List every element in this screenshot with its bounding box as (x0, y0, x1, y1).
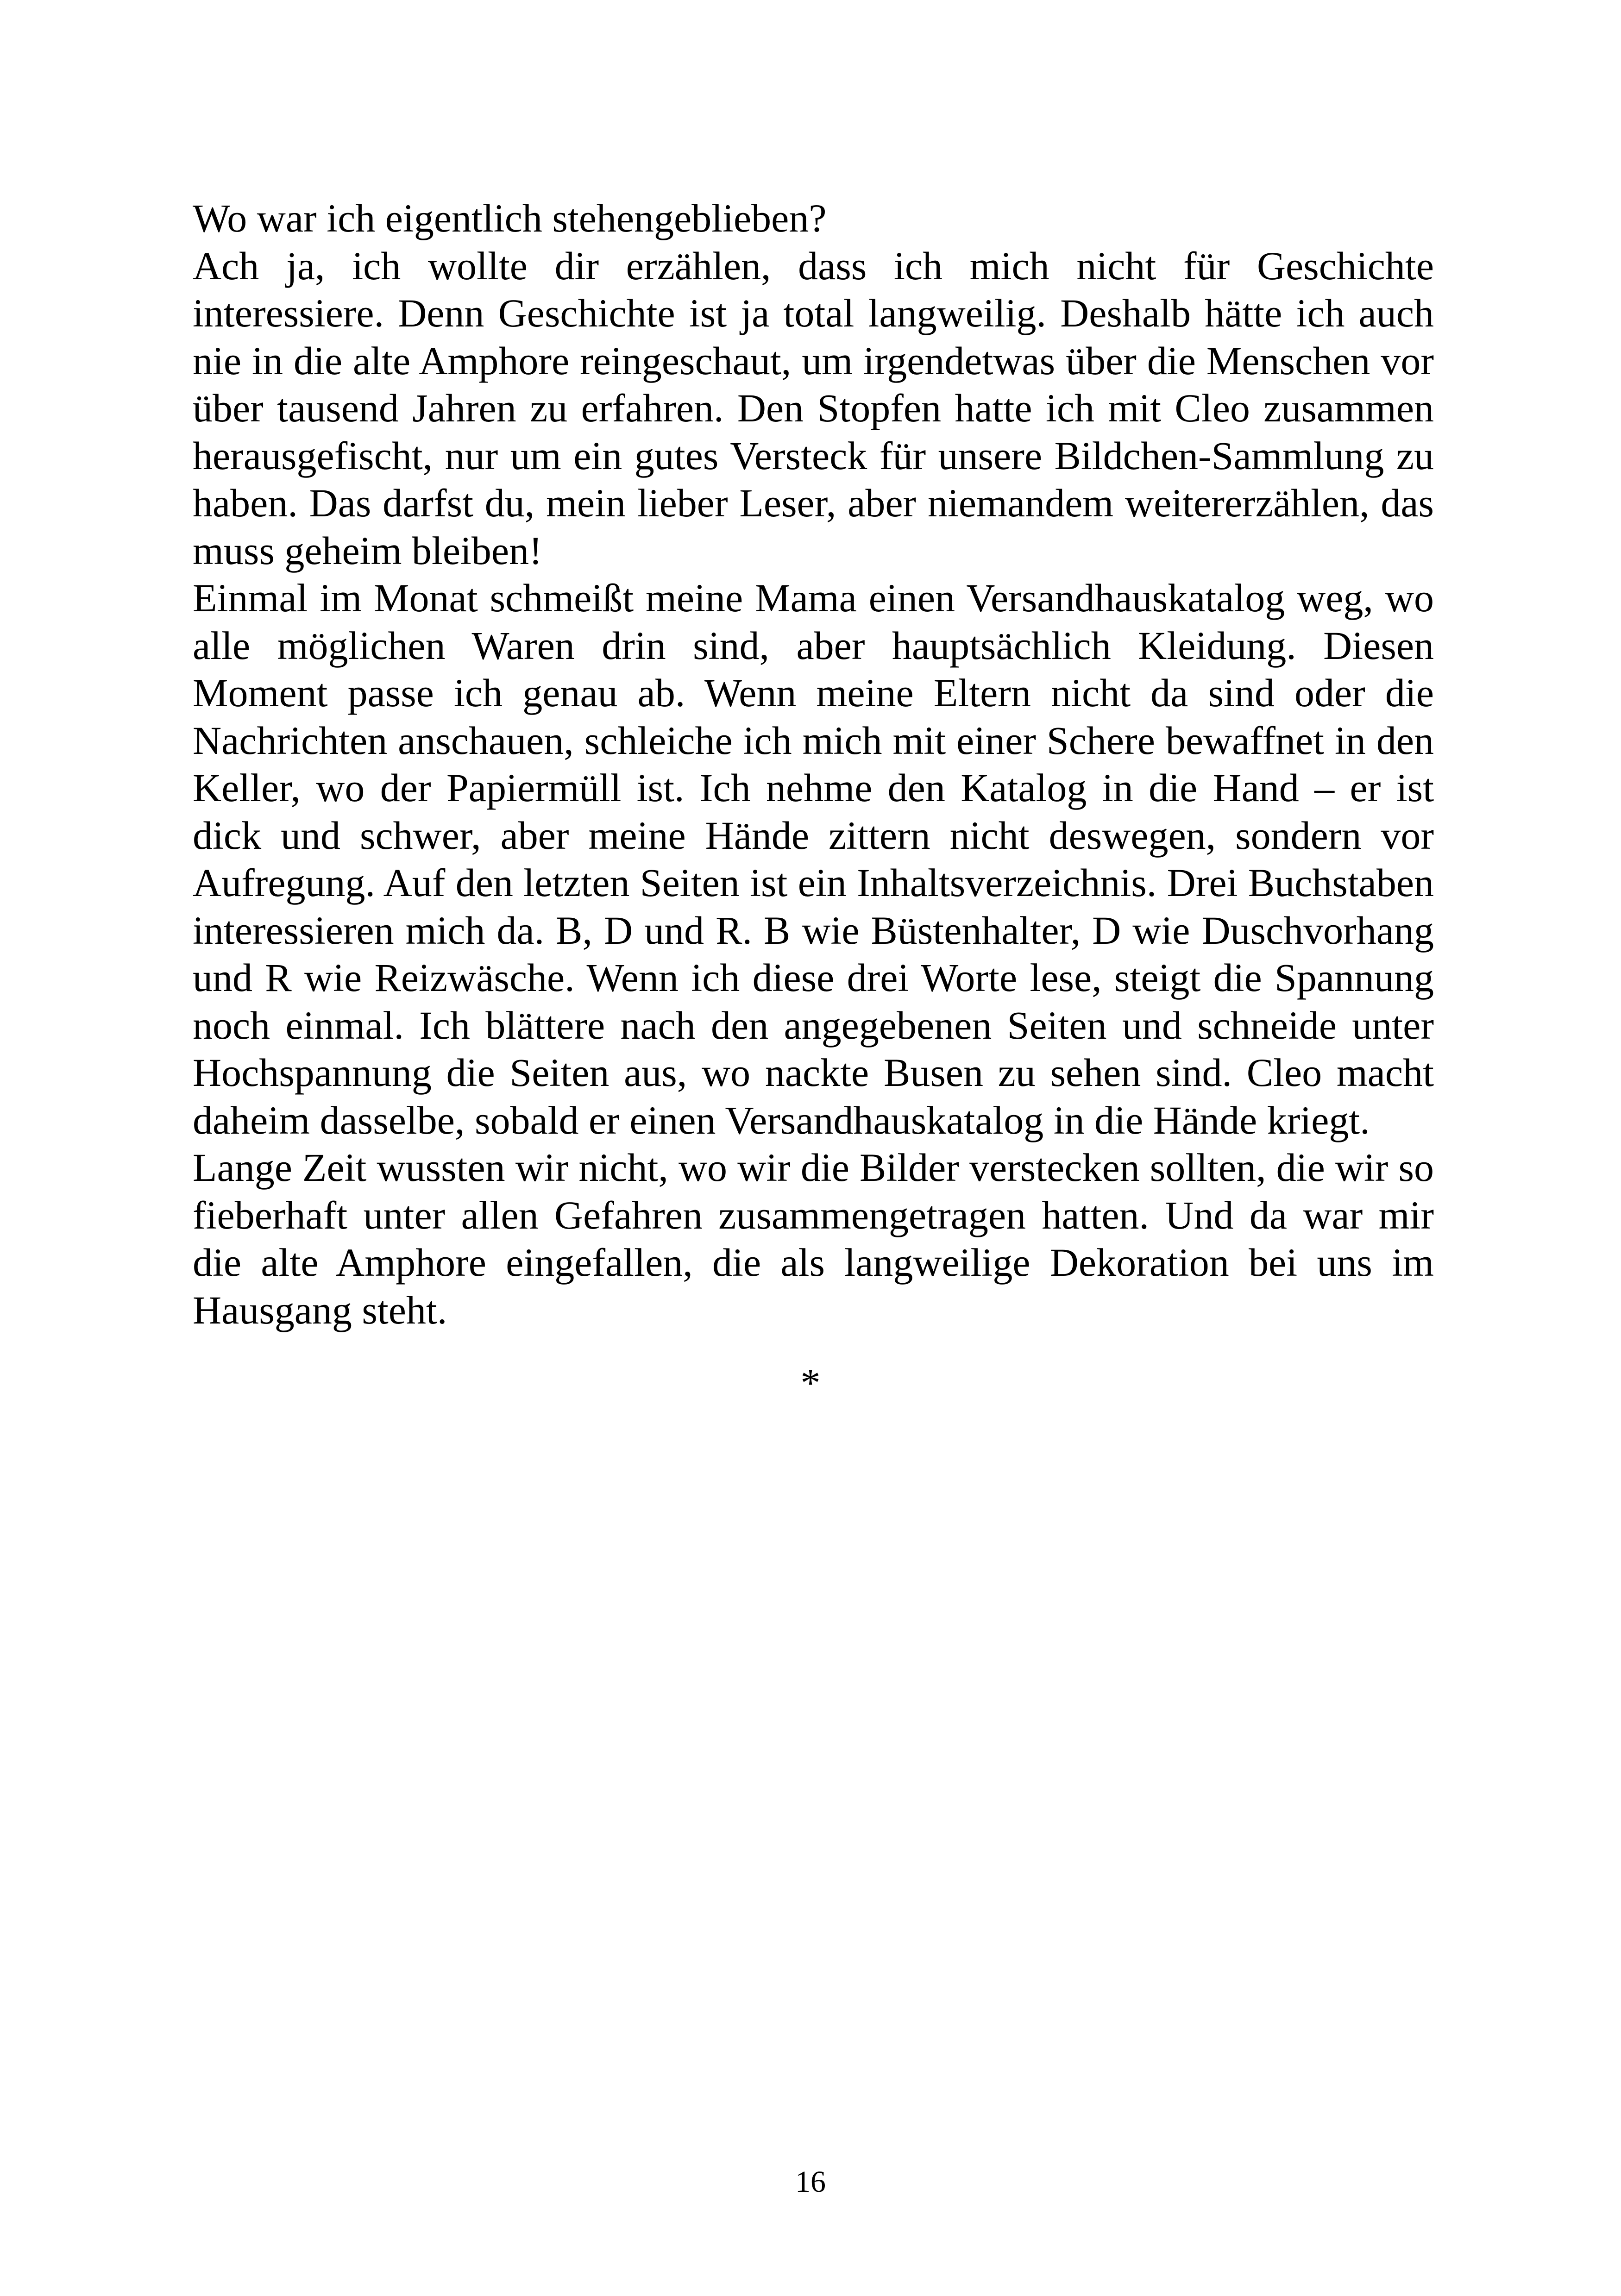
body-text (193, 194, 1434, 1334)
paragraph-3: Einmal im Monat schmeißt meine Mama einen Versandhauskatalog weg, wo alle möglichen Waren drin sind, aber hauptsächlich Kleidung. Diesen Moment passe ich genau ab. Wenn meine Eltern nicht da sind oder die Nachrichten anschauen, schleiche ich mich mit einer Schere bewaffnet in den Keller, wo der Papiermüll ist. Ich nehme den Katalog in die Hand – er ist dick und schwer, aber meine Hände zittern nicht deswegen, sondern vor Aufregung. Auf den letzten Seiten ist ein Inhaltsverzeichnis. Drei Buchstaben interessieren mich da. B, D und R. B wie Büstenhalter, D wie Duschvorhang und R wie Reizwäsche. Wenn ich diese drei Worte lese, steigt die Spannung noch einmal. Ich blättere nach den angegebenen Seiten und schneide unter Hochspannung die Seiten aus, wo nackte Busen zu sehen sind. Cleo macht daheim dasselbe, sobald er einen Versandhauskatalog in die Hände kriegt. (193, 576, 1434, 1142)
paragraph-4: Lange Zeit wussten wir nicht, wo wir die Bilder verstecken sollten, die wir so fieberhaft unter allen Gefahren zusammengetragen hatten. Und da war mir die alte Amphore eingefallen, die als langweilige Dekoration bei uns im Hausgang steht. (193, 1145, 1434, 1332)
paragraph-2: Ach ja, ich wollte dir erzählen, dass ich mich nicht für Geschichte interessiere. Denn Geschichte ist ja total langweilig. Deshalb hätte ich auch nie in die alte Amphore reingeschaut, um irgendetwas über die Menschen vor über tausend Jahren zu erfahren. Den Stopfen hatte ich mit Cleo zusammen herausgefischt, nur um ein gutes Versteck für unsere Bildchen-Sammlung zu haben. Das darfst du, mein lieber Leser, aber niemandem weitererzählen, das muss geheim bleiben! (193, 243, 1434, 573)
section-separator: * (800, 1361, 821, 1405)
paragraph-1: Wo war ich eigentlich stehengeblieben? (193, 196, 827, 240)
page-number: 16 (795, 2165, 826, 2199)
